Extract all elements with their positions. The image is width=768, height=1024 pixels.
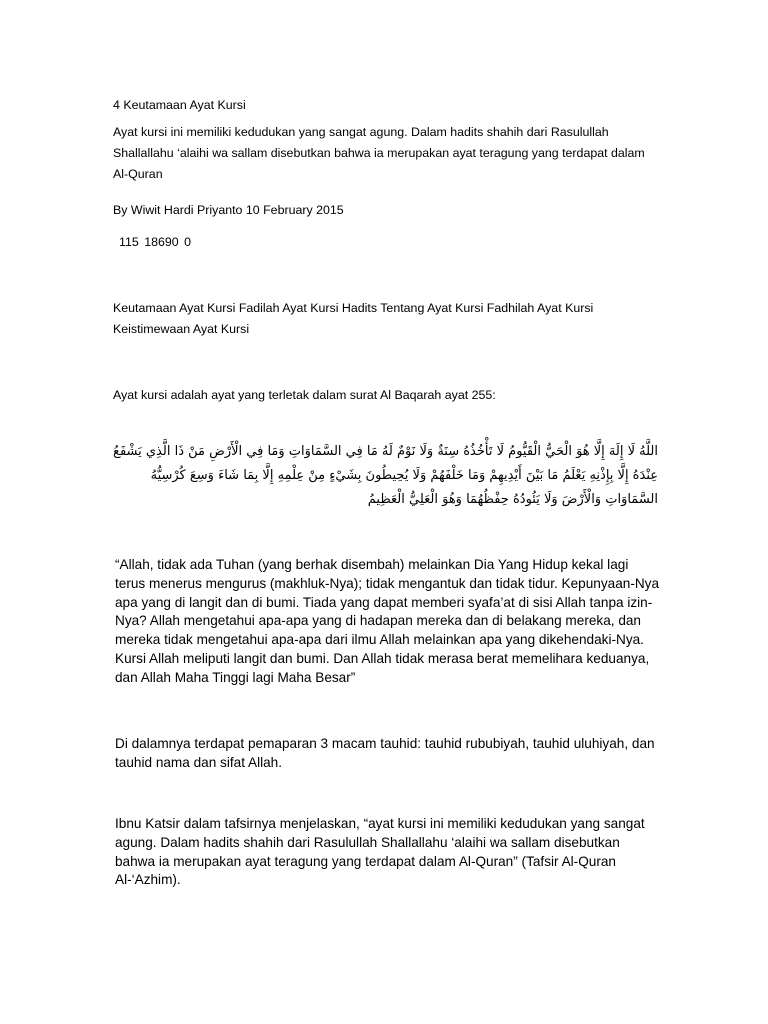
article-stats: 115 18690 0 (119, 235, 191, 249)
article-byline: By Wiwit Hardi Priyanto 10 February 2015 (113, 203, 344, 217)
article-tags: Keutamaan Ayat Kursi Fadilah Ayat Kursi Hadits Tentang Ayat Kursi Fadhilah Ayat Kursi Keistimewaan Ayat Kursi (113, 301, 594, 336)
document-page (113, 0, 658, 1024)
tafsir-paragraph: Ibnu Katsir dalam tafsirnya menjelaskan, “ayat kursi ini memiliki kedudukan yang sangat agung. Dalam hadits shahih dari Rasulullah Shallallahu ‘alaihi wa sallam disebutkan bahwa ia merupakan ayat teragung yang terdapat dalam Al-Quran” (Tafsir Al-Quran Al-‘Azhim). (115, 816, 645, 888)
article-lead-sentence: Ayat kursi adalah ayat yang terletak dalam surat Al Baqarah ayat 255: (113, 388, 496, 402)
article-intro: Ayat kursi ini memiliki kedudukan yang sangat agung. Dalam hadits shahih dari Rasulullah Shallallahu ‘alaihi wa sallam disebutkan bahwa ia merupakan ayat teragung yang terdapat dalam Al-Quran (113, 125, 645, 181)
article-title: 4 Keutamaan Ayat Kursi (113, 98, 246, 112)
arabic-verse: اللَّهُ لَا إِلَهَ إِلَّا هُوَ الْحَيُّ الْقَيُّومُ لَا تَأْخُذُهُ سِنَةٌ وَلَا نَوْمٌ لَهُ مَا فِي السَّمَاوَاتِ وَمَا فِي الْأَرْضِ مَنْ ذَا الَّذِي يَشْفَعُ عِنْدَهُ إِلَّا بِإِذْنِهِ يَعْلَمُ مَا بَيْنَ أَيْدِيهِمْ وَمَا خَلْفَهُمْ وَلَا يُحِيطُونَ بِشَيْءٍ مِنْ عِلْمِهِ إِلَّا بِمَا شَاءَ وَسِعَ كُرْسِيُّهُ السَّمَاوَاتِ وَالْأَرْضَ وَلَا يَئُودُهُ حِفْظُهُمَا وَهُوَ الْعَلِيُّ الْعَظِيمُ (113, 444, 658, 507)
tauhid-paragraph: Di dalamnya terdapat pemaparan 3 macam tauhid: tauhid rububiyah, tauhid uluhiyah, dan tauhid nama dan sifat Allah. (115, 736, 655, 770)
verse-translation: “Allah, tidak ada Tuhan (yang berhak disembah) melainkan Dia Yang Hidup kekal lagi terus menerus mengurus (makhluk-Nya); tidak mengantuk dan tidak tidur. Kepunyaan-Nya apa yang di langit dan di bumi. Tiada yang dapat memberi syafa’at di sisi Allah tanpa izin-Nya? Allah mengetahui apa-apa yang di hadapan mereka dan di belakang mereka, dan mereka tidak mengetahui apa-apa dari ilmu Allah melainkan apa yang dikehendaki-Nya. Kursi Allah meliputi langit dan bumi. Dan Allah tidak merasa berat memelihara keduanya, dan Allah Maha Tinggi lagi Maha Besar” (115, 557, 660, 685)
